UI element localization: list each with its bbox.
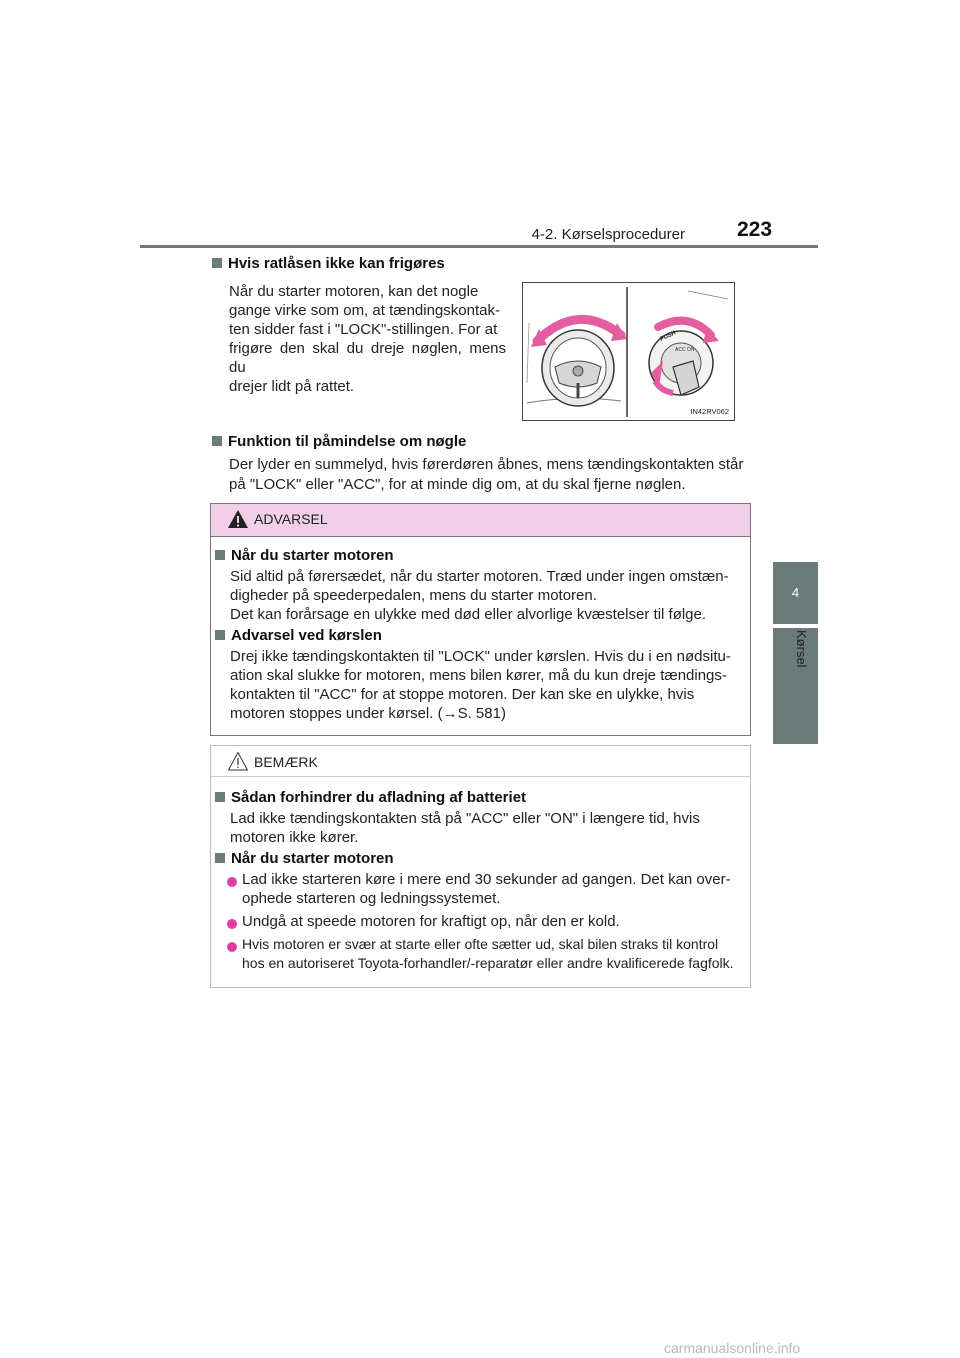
notice-bullet	[242, 870, 743, 908]
bullet-dot-icon	[227, 916, 237, 934]
square-bullet-icon	[215, 630, 225, 640]
text-line: Hvis motoren er svær at starte eller ofte sætter ud, skal bilen straks til kontrol	[242, 936, 719, 952]
bullet-dot-icon	[227, 874, 237, 892]
warning-box	[210, 503, 751, 736]
svg-text:ACC ON: ACC ON	[675, 347, 695, 353]
section-heading: Hvis ratlåsen ikke kan frigøres	[212, 255, 445, 272]
text-line: ophede starteren og ledningssystemet.	[242, 890, 501, 907]
warning-header	[211, 504, 750, 537]
warning-title: ADVARSEL	[254, 511, 328, 527]
text-line: frigøre den skal du dreje nøglen, mens du	[229, 340, 506, 376]
text-line: ation skal slukke for motoren, mens bilen kører, må du kun dreje tændings-	[230, 667, 727, 684]
text-line: Sid altid på førersædet, når du starter motoren. Træd under ingen omstæn-	[230, 568, 729, 585]
text-line: Lad ikke tændingskontakten stå på "ACC" eller "ON" i længere tid, hvis	[230, 810, 700, 827]
text-line: Der lyder en summelyd, hvis førerdøren åbnes, mens tændingskontakten står	[229, 456, 744, 473]
chapter-tab-label: Kørsel	[794, 630, 809, 668]
square-bullet-icon	[215, 550, 225, 560]
text-line: Når du starter motoren, kan det nogle	[229, 283, 479, 300]
watermark: carmanualsonline.info	[664, 1340, 801, 1356]
square-bullet-icon	[215, 853, 225, 863]
text-line: Drej ikke tændingskontakten til "LOCK" under kørslen. Hvis du i en nødsitu-	[230, 648, 731, 665]
notice-title: BEMÆRK	[254, 754, 318, 770]
text-line: gange virke som om, at tændingskontak-	[229, 302, 500, 319]
section-body	[229, 282, 506, 396]
text-line: motoren stoppes under kørsel. (→S. 581)	[230, 705, 506, 722]
notice-item-heading: Når du starter motoren	[215, 850, 394, 867]
notice-header	[211, 746, 750, 777]
warning-item-heading: Advarsel ved kørslen	[215, 627, 382, 644]
notice-bullet	[242, 912, 743, 931]
notice-item-body	[230, 809, 739, 847]
warning-item-body	[230, 567, 743, 624]
notice-item-heading: Sådan forhindrer du afladning af batteriet	[215, 789, 526, 806]
square-bullet-icon	[212, 436, 222, 446]
chapter-tab-number: 4	[773, 562, 818, 624]
text-line: digheder på speederpedalen, mens du starter motoren.	[230, 587, 597, 604]
running-header-section: 4-2. Kørselsprocedurer	[531, 226, 685, 243]
caution-triangle-icon	[227, 751, 249, 771]
text-line: drejer lidt på rattet.	[229, 378, 355, 395]
notice-bullet	[242, 935, 743, 973]
text-line: hos en autoriseret Toyota-forhandler/-reparatør eller andre kvalificerede fagfolk.	[242, 955, 734, 971]
header-rule	[140, 245, 818, 248]
text-line: Det kan forårsage en ulykke med død eller alvorlige kvæstelser til følge.	[230, 606, 707, 623]
text-line: Lad ikke starteren køre i mere end 30 sekunder ad gangen. Det kan over-	[242, 871, 731, 888]
warning-item-heading: Når du starter motoren	[215, 547, 394, 564]
notice-box	[210, 745, 751, 988]
square-bullet-icon	[212, 258, 222, 268]
section-body	[229, 455, 747, 495]
text-line: Undgå at speede motoren for kraftigt op, når den er kold.	[242, 913, 620, 930]
page-number: 223	[737, 218, 773, 241]
steering-lock-illustration	[522, 282, 735, 421]
section-heading: Funktion til påmindelse om nøgle	[212, 433, 466, 450]
steering-wheel-and-key-illustration	[523, 283, 734, 420]
text-line: på "LOCK" eller "ACC", for at minde dig om, at du skal fjerne nøglen.	[229, 476, 686, 493]
push-label: PUSH	[659, 330, 677, 343]
figure-code: IN42RV062	[690, 407, 729, 416]
warning-item-body	[230, 647, 743, 723]
square-bullet-icon	[215, 792, 225, 802]
text-line: kontakten til "ACC" for at stoppe motoren. Der kan ske en ulykke, hvis	[230, 686, 695, 703]
text-line: motoren ikke kører.	[230, 829, 359, 846]
bullet-dot-icon	[227, 939, 237, 957]
text-line: ten sidder fast i "LOCK"-stillingen. For at	[229, 321, 498, 338]
warning-triangle-icon	[227, 509, 249, 529]
